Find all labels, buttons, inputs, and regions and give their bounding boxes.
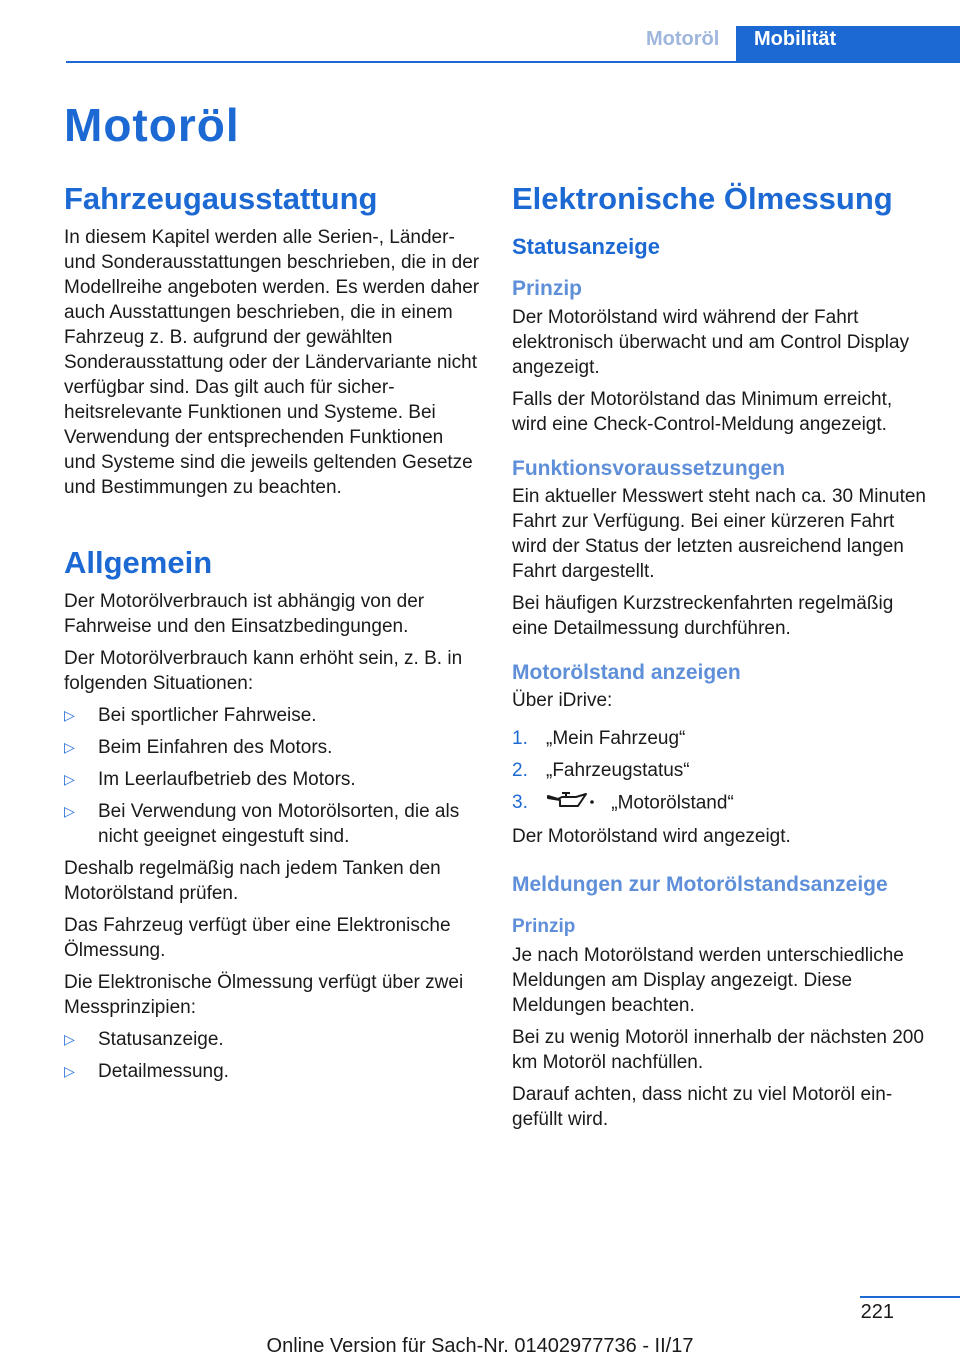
list-item: ▷ Bei sportlicher Fahrweise. xyxy=(64,703,480,728)
footer-text: Online Version für Sach-Nr. 01402977736 - II/17 xyxy=(266,1335,694,1357)
step-number: 1. xyxy=(512,728,528,750)
paragraph-fahrzeugausstattung: In diesem Kapitel werden alle Serien-, Länder- und Sonderausstattungen beschrieben, die in der Modellreihe angeboten werden. Es werden daher auch Ausstattungen beschrieben, die in einem Fahrzeug z. B. aufgrund der gewählten Sonderausstattung oder der Ländervariante nicht verfügbar sind. Das gilt auch für sicherheitsrelevante Funktionen und Systeme. Bei Verwendung der entsprechenden Funktionen und Systeme sind die jeweils geltenden Gesetze und Bestimmungen zu beachten. xyxy=(64,226,480,498)
list-item: ▷ Bei Verwendung von Motorölsorten, die als nicht geeignet eingestuft sind. xyxy=(64,799,480,849)
header-rule xyxy=(66,61,960,63)
header-bar xyxy=(66,0,960,62)
step-item xyxy=(512,726,928,751)
paragraph-messprinzipien: Die Elektronische Ölmessung verfügt über zwei Messprinzipien: xyxy=(64,971,464,1018)
oil-can-icon xyxy=(546,790,598,817)
paragraph-idrive: Über iDrive: xyxy=(512,690,613,712)
messprinzip-list xyxy=(64,1027,480,1084)
paragraph-pruefen: Deshalb regelmäßig nach jedem Tanken den Motorölstand prüfen. xyxy=(64,857,441,904)
list-item: ▷ Detailmessung. xyxy=(64,1059,480,1084)
heading-prinzip: Prinzip xyxy=(512,277,583,301)
situation-list xyxy=(64,703,480,849)
tab-mobilitaet[interactable]: Mobilität xyxy=(736,26,960,62)
list-item: ▷ Beim Einfahren des Motors. xyxy=(64,735,480,760)
heading-funktionsvoraussetzungen: Funktionsvoraussetzungen xyxy=(512,456,786,480)
tab-motoroel[interactable]: Motoröl xyxy=(646,28,720,50)
step-number: 2. xyxy=(512,760,528,782)
list-item: ▷ Im Leerlaufbetrieb des Motors. xyxy=(64,767,480,792)
left-column xyxy=(64,180,480,1084)
heading-prinzip-2: Prinzip xyxy=(512,915,576,937)
paragraph-prinzip-2: Falls der Motorölstand das Minimum erreicht, wird eine Check-Control-Meldung angezeigt. xyxy=(512,388,893,435)
paragraph-funktion-2: Bei häufigen Kurzstreckenfahrten regelmäßig eine Detailmessung durchführen. xyxy=(512,592,894,639)
paragraph-prinzip-1: Der Motorölstand wird während der Fahrt elektronisch überwacht und am Control Display angezeigt. xyxy=(512,306,910,378)
heading-statusanzeige: Statusanzeige xyxy=(512,233,660,259)
idrive-steps xyxy=(512,726,928,817)
paragraph-meldungen-2: Bei zu wenig Motoröl innerhalb der nächsten 200 km Motoröl nachfüllen. xyxy=(512,1027,924,1074)
heading-motoroelstand-anzeigen: Motorölstand anzeigen xyxy=(512,660,741,684)
heading-allgemein: Allgemein xyxy=(64,544,213,580)
paragraph-elektronisch: Das Fahrzeug verfügt über eine Elektronische Ölmessung. xyxy=(64,914,451,961)
paragraph-funktion-1: Ein aktueller Messwert steht nach ca. 30 Minuten Fahrt zur Verfügung. Bei einer kürzeren Fahrt wird der Status der letzten ausreichend langen Fahrt dargestellt. xyxy=(512,485,926,582)
paragraph-angezeigt: Der Motorölstand wird angezeigt. xyxy=(512,826,791,848)
step-item xyxy=(512,758,928,783)
step-text: „Fahrzeugstatus“ xyxy=(546,760,690,782)
page-number-rule xyxy=(860,1296,960,1298)
heading-fahrzeugausstattung: Fahrzeugausstattung xyxy=(64,181,378,216)
step-number: 3. xyxy=(512,792,528,814)
heading-elektronische-oelmessung: Elektronische Ölmessung xyxy=(512,181,893,216)
step-item xyxy=(512,790,928,817)
step-text: „Motorölstand“ xyxy=(611,792,734,814)
heading-meldungen: Meldungen zur Motorölstandsanzeige xyxy=(512,873,888,897)
paragraph-meldungen-3: Darauf achten, dass nicht zu viel Motoröl eingefüllt wird. xyxy=(512,1084,893,1131)
paragraph-situationen: Der Motorölverbrauch kann erhöht sein, z. B. in folgenden Situationen: xyxy=(64,647,463,694)
right-column xyxy=(512,180,928,1132)
list-item: ▷ Statusanzeige. xyxy=(64,1027,480,1052)
page-number: 221 xyxy=(860,1301,894,1323)
step-text: „Mein Fahrzeug“ xyxy=(546,728,686,750)
page-title: Motoröl xyxy=(64,99,240,151)
paragraph-meldungen-1: Je nach Motorölstand werden unterschiedliche Meldungen am Display angezeigt. Diese Meldungen beachten. xyxy=(512,945,904,1017)
paragraph-verbrauch: Der Motorölverbrauch ist abhängig von der Fahrweise und den Einsatzbedingungen. xyxy=(64,590,425,637)
